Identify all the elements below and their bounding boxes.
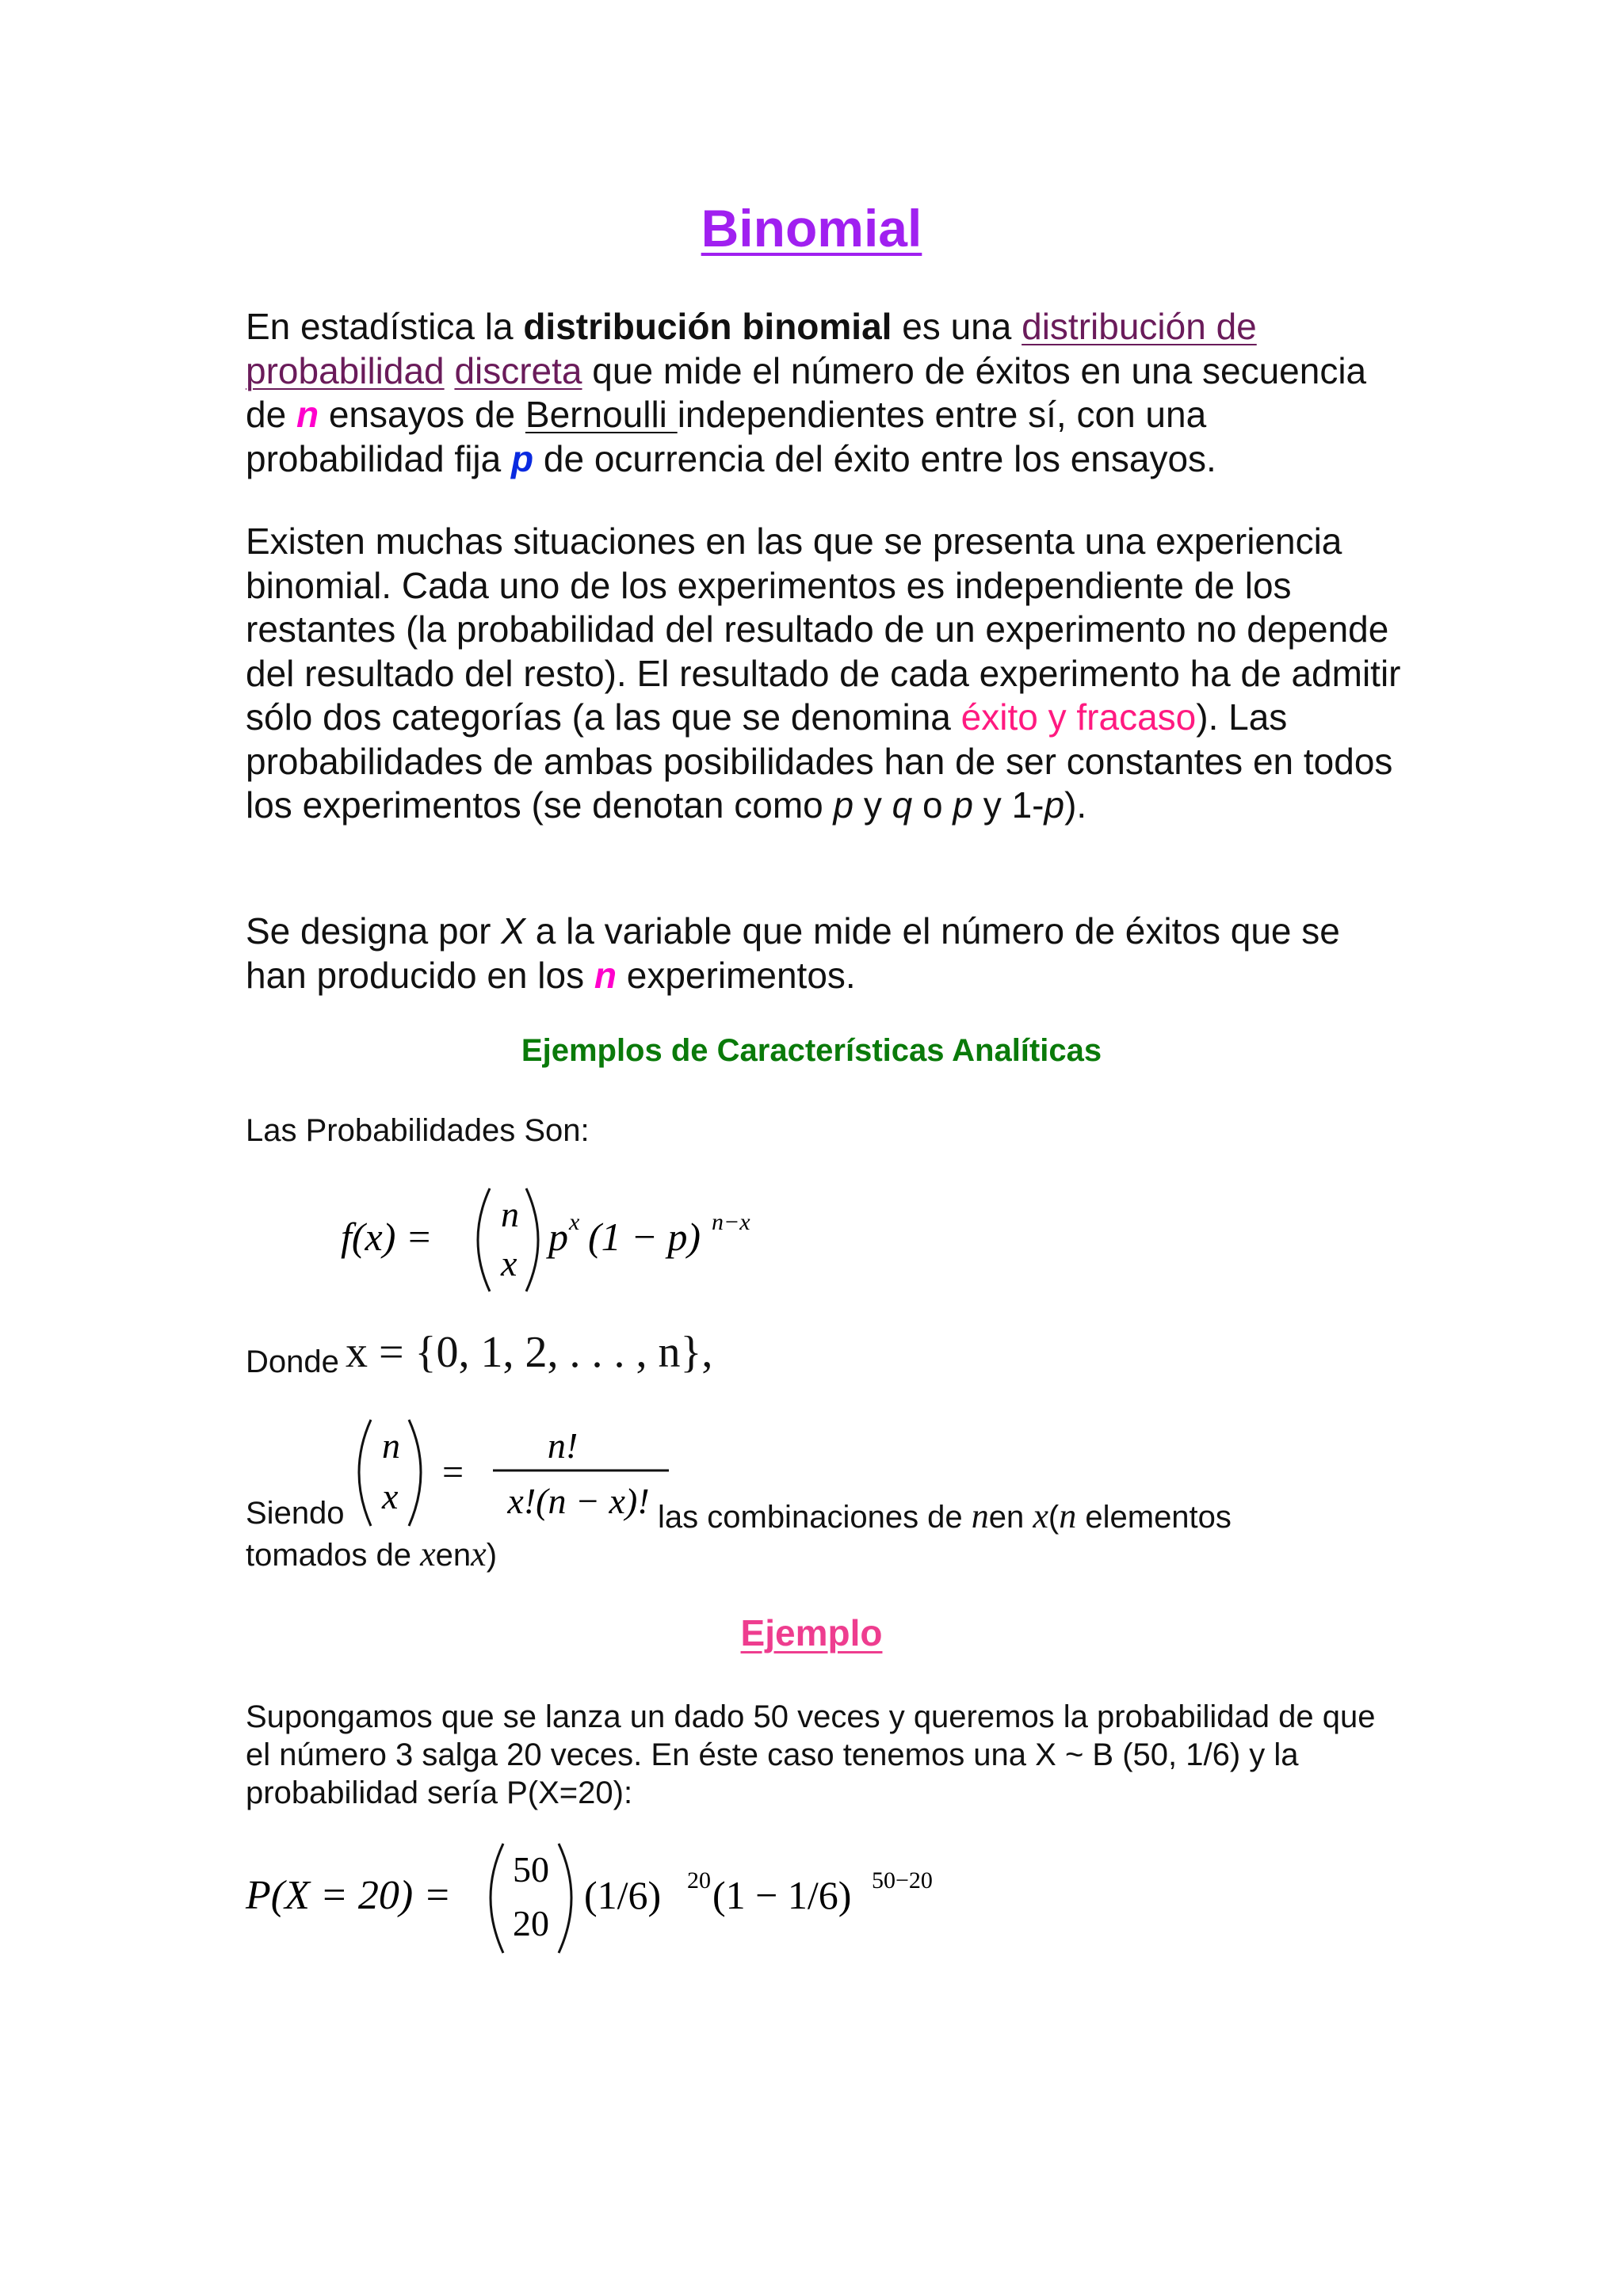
variable-X: X [501, 910, 525, 952]
donde-label: Donde [246, 1344, 339, 1379]
pmf-formula [333, 1180, 808, 1299]
variable-p: p [833, 784, 854, 826]
formula-base-1: (1/6) [584, 1873, 662, 1917]
binom-left-paren [359, 1420, 371, 1526]
text-run: tomados de [246, 1538, 421, 1573]
formula-paren-term: (1 − p) [588, 1215, 701, 1259]
text-run [445, 350, 455, 391]
text-run: en [988, 1500, 1033, 1535]
variable-n: n [296, 394, 319, 435]
text-run: experimentos. [616, 954, 856, 996]
variable-x: x [420, 1535, 436, 1573]
text-run: las combinaciones de [658, 1500, 972, 1535]
formula-exponent-1: 20 [687, 1867, 711, 1894]
formula-lhs: f(x) = [341, 1215, 433, 1259]
text-run: y [854, 784, 892, 826]
binom-bottom: 20 [513, 1903, 549, 1943]
binom-bottom: x [382, 1476, 399, 1516]
formula-lhs: P(X = 20) = [246, 1873, 452, 1918]
combination-formula [349, 1410, 674, 1537]
text-run: En estadística la [246, 306, 524, 347]
text-run: Existen muchas situaciones en las que se presenta una experiencia binomial. Cada uno de los experimentos es independiente de los restantes (la probabilidad del resultado de un experimento no depende del resultado del resto). El resultado de cada experimento ha de admitir sólo dos categorías (a las que se denomina [246, 521, 1401, 738]
text-run: en [435, 1538, 472, 1573]
text-run: que mide el número de éxitos en una secuencia de [246, 349, 1367, 435]
donde-expression: x = {0, 1, 2, . . . , n}, [346, 1328, 713, 1377]
intro-paragraph [246, 305, 1403, 481]
formula-paren-exponent: n−x [712, 1209, 750, 1235]
text-run: Se designa por [246, 910, 502, 952]
binom-top: n [382, 1425, 400, 1466]
binom-left-paren [478, 1188, 490, 1291]
bold-term: distribución binomial [523, 306, 892, 347]
text-run: y 1- [973, 784, 1044, 826]
page-title: Binomial [701, 199, 922, 257]
text-run: a la variable que mide el número de éxitos que se han producido en los [246, 910, 1340, 996]
variable-n: n [594, 954, 617, 996]
siendo-label: Siendo [246, 1496, 345, 1531]
link-bernoulli[interactable]: Bernoulli [525, 394, 678, 435]
binom-bottom: x [501, 1243, 517, 1283]
text-run: ( [1048, 1500, 1060, 1535]
example-heading: Ejemplo [740, 1612, 883, 1653]
formula-p: p [548, 1215, 568, 1259]
binom-right-paren [526, 1188, 538, 1291]
variable-paragraph [246, 910, 1403, 997]
binom-top: n [501, 1194, 519, 1234]
text-run: es una [892, 306, 1022, 347]
variable-p: p [953, 784, 974, 826]
siendo-text-continued [246, 1534, 497, 1574]
exito-fracaso-text: éxito y fracaso [960, 696, 1197, 738]
section-heading: Ejemplos de Características Analíticas [521, 1033, 1102, 1068]
siendo-block [246, 1410, 1403, 1577]
variable-n: n [1059, 1497, 1077, 1535]
text-run: ) [486, 1538, 498, 1573]
probabilities-label: Las Probabilidades Son: [246, 1113, 590, 1148]
experience-paragraph [246, 520, 1403, 828]
example-formula [242, 1834, 971, 1961]
fraction-denominator: x!(n − x)! [507, 1481, 650, 1521]
link-distribucion-probabilidad[interactable]: distribución de probabilidad [246, 306, 1257, 391]
text-run: de ocurrencia del éxito entre los ensayos. [533, 437, 1216, 479]
link-discreta[interactable]: discreta [454, 349, 582, 391]
siendo-text [658, 1496, 1232, 1536]
variable-q: q [892, 784, 913, 826]
donde-line [246, 1327, 1403, 1383]
binom-top: 50 [513, 1849, 549, 1890]
variable-p: p [1044, 784, 1065, 826]
variable-n: n [971, 1497, 989, 1535]
text-run: independientes entre sí, con una probabilidad fija [246, 394, 1207, 479]
variable-x: x [1033, 1497, 1048, 1535]
formula-exponent-2: 50−20 [872, 1867, 933, 1894]
binom-left-paren [491, 1844, 503, 1953]
text-run: o [912, 784, 953, 826]
equals-sign: = [442, 1451, 464, 1493]
text-run: elementos [1076, 1500, 1232, 1535]
binom-right-paren [559, 1844, 571, 1953]
text-run: ). Las probabilidades de ambas posibilidades han de ser constantes en todos los experimentos (se denotan como [246, 696, 1393, 826]
formula-base-2: (1 − 1/6) [712, 1873, 852, 1917]
variable-p: p [511, 437, 534, 479]
binom-right-paren [409, 1420, 421, 1526]
variable-x: x [471, 1535, 487, 1573]
fraction-numerator: n! [547, 1425, 579, 1466]
example-paragraph: Supongamos que se lanza un dado 50 veces y queremos la probabilidad de que el número 3 salga 20 veces. En éste caso tenemos una X ~ B (50, 1/6) y la probabilidad sería P(X=20): [246, 1699, 1376, 1810]
text-run: ). [1064, 784, 1087, 826]
text-run: ensayos de [319, 394, 525, 435]
formula-p-exponent: x [569, 1209, 580, 1235]
